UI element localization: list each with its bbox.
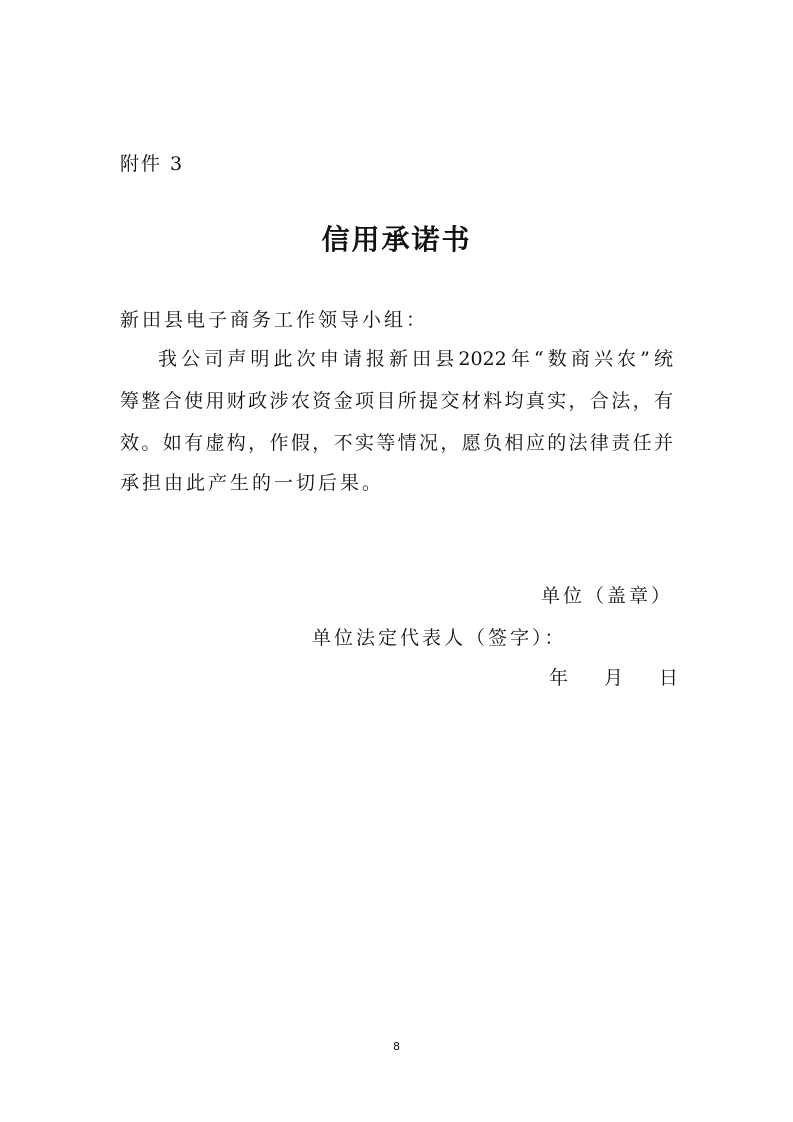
body-line: 筹整合使用财政涉农资金项目所提交材料均真实，合法，有 — [120, 390, 673, 412]
attachment-label: 附件 3 — [120, 153, 185, 175]
body-line: 效。如有虚构，作假，不实等情况，愿负相应的法律责任并 — [120, 432, 673, 454]
date-day: 日 — [659, 667, 679, 689]
page-title: 信用承诺书 — [321, 223, 472, 256]
date-month: 月 — [604, 667, 624, 689]
date-line — [549, 663, 678, 690]
body-line: 承担由此产生的一切后果。 — [120, 472, 385, 494]
date-year: 年 — [549, 667, 569, 689]
page-number: 8 — [393, 1040, 400, 1053]
body-line: 我公司声明此次申请报新田县2022年“数商兴农”统 — [158, 348, 673, 370]
unit-seal-line: 单位（盖章） — [540, 585, 673, 607]
salutation: 新田县电子商务工作领导小组： — [120, 309, 429, 331]
legal-representative-line: 单位法定代表人（签字）： — [312, 627, 567, 649]
